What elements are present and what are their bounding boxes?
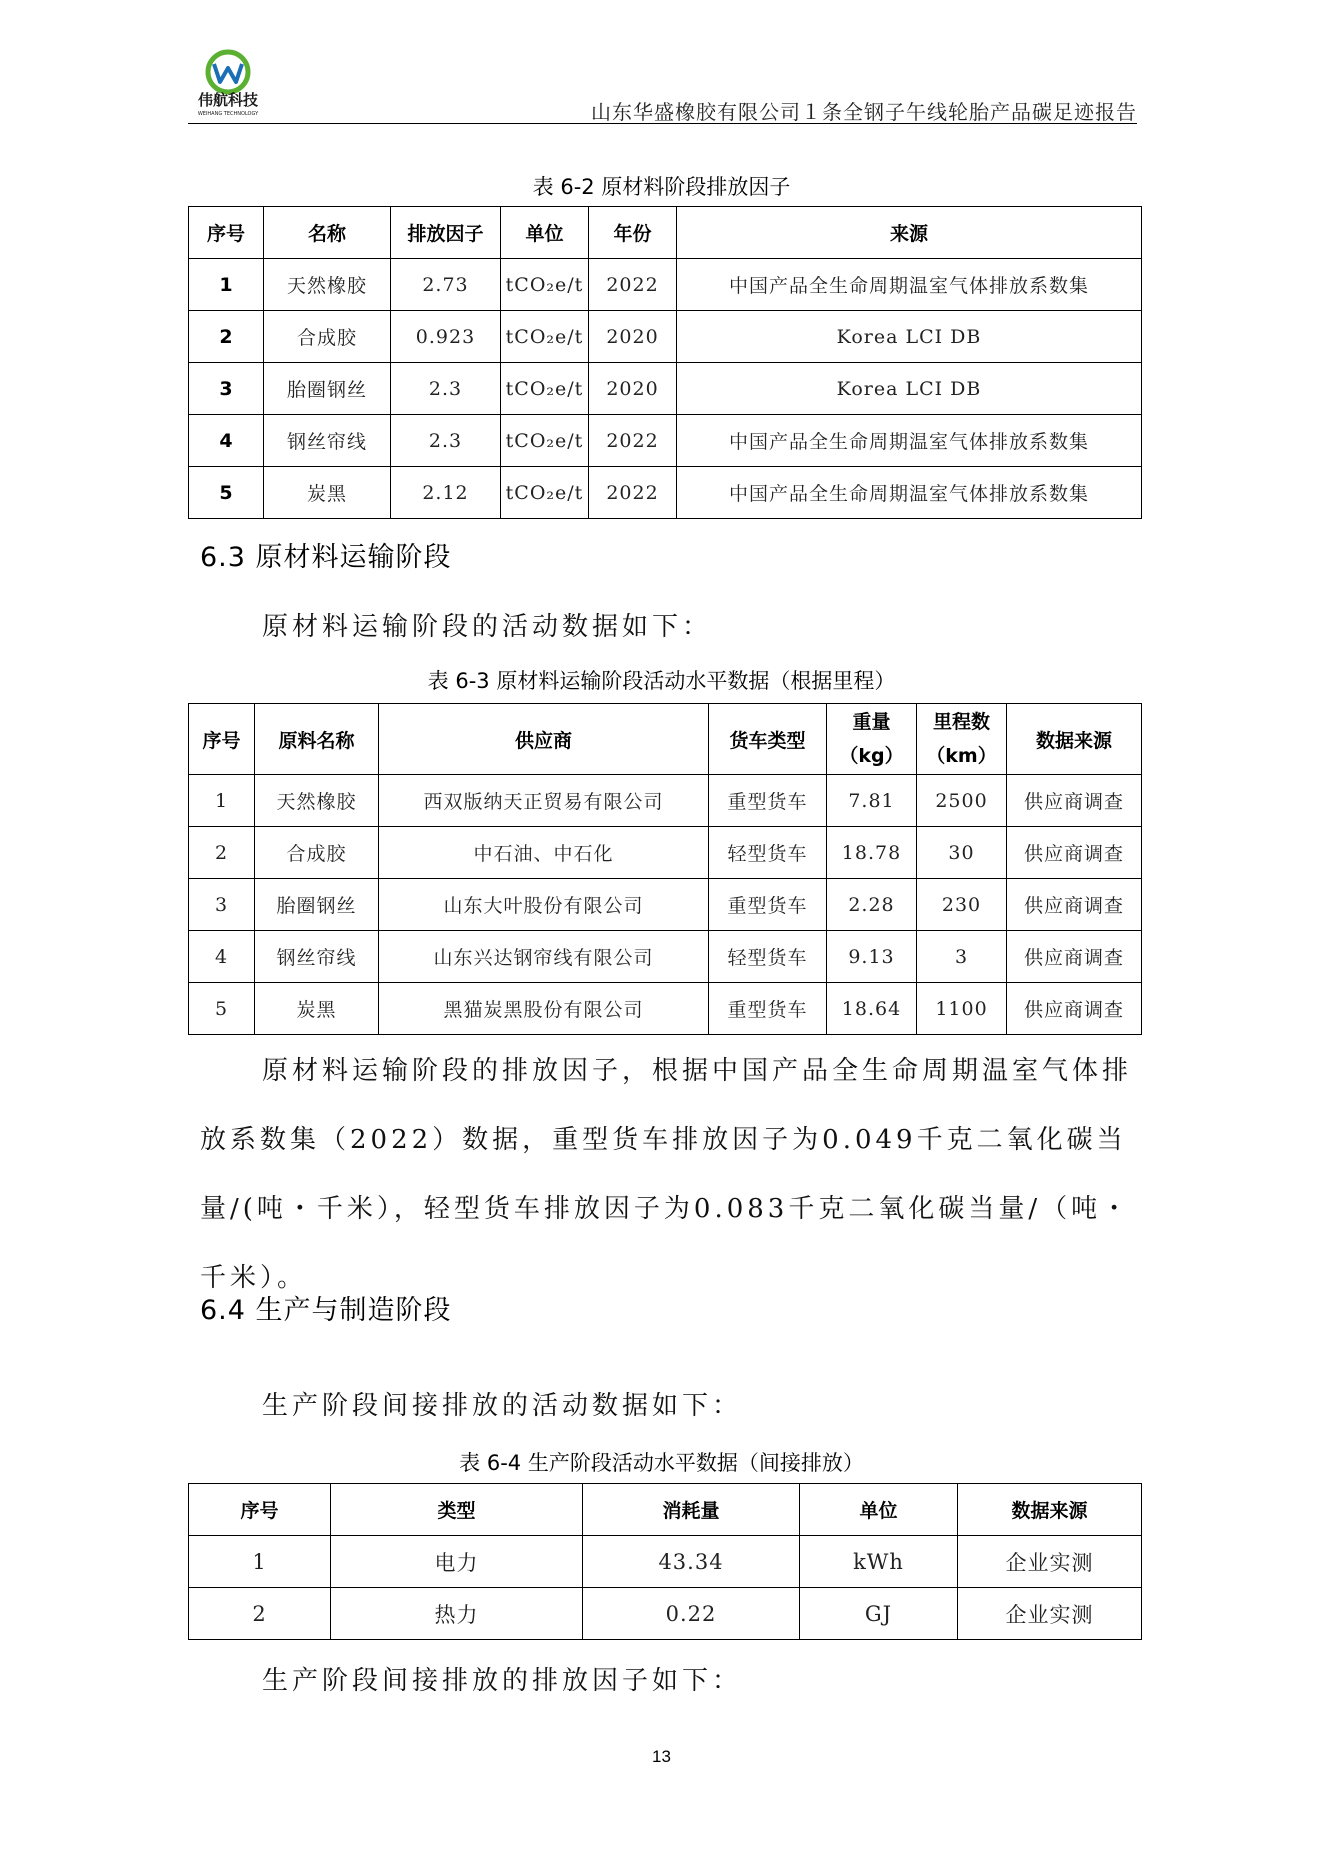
cell: tCO₂e/t (501, 415, 589, 467)
cell: 1 (189, 775, 255, 827)
cell: 企业实测 (958, 1588, 1142, 1640)
col-header: 年份 (589, 207, 677, 259)
row-index: 1 (189, 259, 264, 311)
cell: 2500 (917, 775, 1007, 827)
cell: 1 (189, 1536, 331, 1588)
cell: 合成胶 (255, 827, 379, 879)
cell: 2 (189, 827, 255, 879)
cell: Korea LCI DB (677, 311, 1142, 363)
section-heading-6-3: 6.3 原材料运输阶段 (200, 542, 452, 573)
cell: 2.73 (391, 259, 501, 311)
cell: 企业实测 (958, 1536, 1142, 1588)
row-index: 4 (189, 415, 264, 467)
col-header: 单位 (501, 207, 589, 259)
col-header: 名称 (264, 207, 391, 259)
cell: 2022 (589, 415, 677, 467)
svg-text:WEIHANG TECHNOLOGY: WEIHANG TECHNOLOGY (197, 111, 259, 117)
row-index: 2 (189, 311, 264, 363)
cell: 3 (189, 879, 255, 931)
cell: 胎圈钢丝 (255, 879, 379, 931)
cell: 胎圈钢丝 (264, 363, 391, 415)
cell: 供应商调查 (1007, 879, 1142, 931)
table-6-4 (188, 1483, 1142, 1640)
table-header-row (189, 704, 1142, 775)
paragraph: 原材料运输阶段的活动数据如下： (262, 612, 713, 642)
cell: 供应商调查 (1007, 931, 1142, 983)
company-logo (188, 48, 268, 118)
cell: 中国产品全生命周期温室气体排放系数集 (677, 259, 1142, 311)
table-6-4-caption: 表 6-4 生产阶段活动水平数据（间接排放） (459, 1451, 864, 1475)
table-row (189, 415, 1142, 467)
paragraph: 生产阶段间接排放的排放因子如下： (262, 1666, 743, 1696)
table-row (189, 363, 1142, 415)
cell: 中石油、中石化 (379, 827, 709, 879)
paragraph: 原材料运输阶段的排放因子，根据中国产品全生命周期温室气体排放系数集（2022）数据，重型货车排放因子为0.049千克二氧化碳当量/(吨・千米），轻型货车排放因子为0.083千克二氧化碳当量/（吨・千米）。 (200, 1056, 1133, 1293)
cell: 30 (917, 827, 1007, 879)
table-row (189, 983, 1142, 1035)
cell: tCO₂e/t (501, 363, 589, 415)
cell: 2020 (589, 363, 677, 415)
cell: 230 (917, 879, 1007, 931)
cell: 钢丝帘线 (264, 415, 391, 467)
cell: 7.81 (827, 775, 917, 827)
cell: 合成胶 (264, 311, 391, 363)
col-header: 货车类型 (709, 704, 827, 775)
cell: 黑猫炭黑股份有限公司 (379, 983, 709, 1035)
cell: 炭黑 (255, 983, 379, 1035)
cell: 2.28 (827, 879, 917, 931)
cell: 重型货车 (709, 775, 827, 827)
cell: 5 (189, 983, 255, 1035)
cell: tCO₂e/t (501, 311, 589, 363)
cell: 1100 (917, 983, 1007, 1035)
col-header: 单位 (800, 1484, 958, 1536)
table-6-2-caption: 表 6-2 原材料阶段排放因子 (532, 175, 791, 199)
cell: 重型货车 (709, 983, 827, 1035)
section-heading-6-4: 6.4 生产与制造阶段 (200, 1295, 452, 1326)
cell: tCO₂e/t (501, 467, 589, 519)
col-header: 数据来源 (1007, 704, 1142, 775)
table-row (189, 1588, 1142, 1640)
cell: 钢丝帘线 (255, 931, 379, 983)
page-number: 13 (652, 1747, 671, 1766)
header-divider (188, 123, 1137, 124)
cell: 4 (189, 931, 255, 983)
table-row (189, 311, 1142, 363)
col-header: 类型 (331, 1484, 583, 1536)
cell: 18.78 (827, 827, 917, 879)
svg-text:伟航科技: 伟航科技 (197, 91, 259, 109)
cell: tCO₂e/t (501, 259, 589, 311)
cell: 炭黑 (264, 467, 391, 519)
cell: Korea LCI DB (677, 363, 1142, 415)
cell: 西双版纳天正贸易有限公司 (379, 775, 709, 827)
cell: 2022 (589, 259, 677, 311)
cell: 18.64 (827, 983, 917, 1035)
cell: 电力 (331, 1536, 583, 1588)
table-row (189, 259, 1142, 311)
table-6-3-caption: 表 6-3 原材料运输阶段活动水平数据（根据里程） (427, 669, 896, 693)
table-row (189, 467, 1142, 519)
cell: 43.34 (583, 1536, 800, 1588)
cell: 3 (917, 931, 1007, 983)
cell: 2020 (589, 311, 677, 363)
table-6-3 (188, 703, 1142, 1035)
table-header-row (189, 207, 1142, 259)
report-title: 山东华盛橡胶有限公司１条全钢子午线轮胎产品碳足迹报告 (591, 100, 1137, 124)
row-index: 3 (189, 363, 264, 415)
cell: 重型货车 (709, 879, 827, 931)
cell: 轻型货车 (709, 827, 827, 879)
table-row (189, 775, 1142, 827)
col-header: 消耗量 (583, 1484, 800, 1536)
cell: 中国产品全生命周期温室气体排放系数集 (677, 467, 1142, 519)
cell: 供应商调查 (1007, 827, 1142, 879)
table-row (189, 827, 1142, 879)
cell: 山东大叶股份有限公司 (379, 879, 709, 931)
col-header: 供应商 (379, 704, 709, 775)
col-header: 排放因子 (391, 207, 501, 259)
cell: 天然橡胶 (255, 775, 379, 827)
col-header: 原料名称 (255, 704, 379, 775)
cell: 供应商调查 (1007, 983, 1142, 1035)
table-row (189, 879, 1142, 931)
cell: 热力 (331, 1588, 583, 1640)
col-header: 数据来源 (958, 1484, 1142, 1536)
cell: 2.3 (391, 415, 501, 467)
cell: 0.923 (391, 311, 501, 363)
col-header: 序号 (189, 704, 255, 775)
cell: 轻型货车 (709, 931, 827, 983)
cell: 0.22 (583, 1588, 800, 1640)
cell: 2 (189, 1588, 331, 1640)
cell: 天然橡胶 (264, 259, 391, 311)
table-6-2 (188, 206, 1142, 519)
table-row (189, 931, 1142, 983)
cell: kWh (800, 1536, 958, 1588)
cell: 9.13 (827, 931, 917, 983)
col-header: 序号 (189, 207, 264, 259)
table-header-row (189, 1484, 1142, 1536)
cell: 2022 (589, 467, 677, 519)
paragraph: 生产阶段间接排放的活动数据如下： (262, 1391, 743, 1421)
table-row (189, 1536, 1142, 1588)
cell: 中国产品全生命周期温室气体排放系数集 (677, 415, 1142, 467)
cell: 供应商调查 (1007, 775, 1142, 827)
col-header: 重量（kg） (827, 704, 917, 775)
col-header: 里程数（km） (917, 704, 1007, 775)
cell: 2.12 (391, 467, 501, 519)
cell: GJ (800, 1588, 958, 1640)
row-index: 5 (189, 467, 264, 519)
col-header: 来源 (677, 207, 1142, 259)
cell: 山东兴达钢帘线有限公司 (379, 931, 709, 983)
cell: 2.3 (391, 363, 501, 415)
col-header: 序号 (189, 1484, 331, 1536)
